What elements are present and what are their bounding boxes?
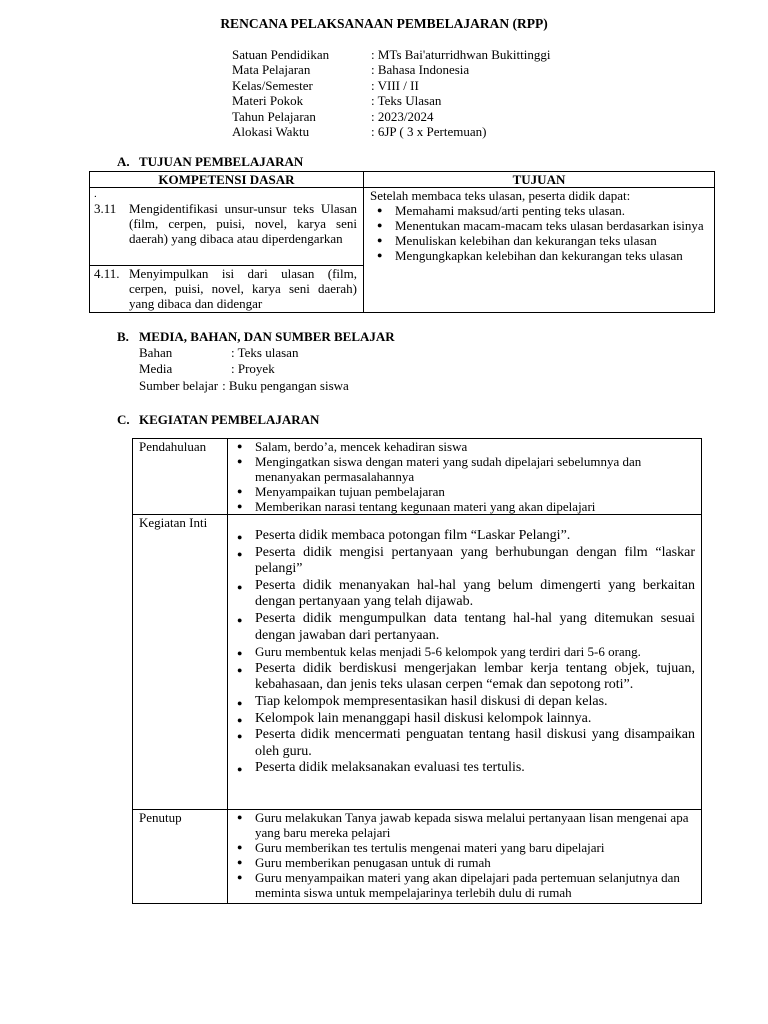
kd-item — [94, 266, 357, 311]
section-letter: A. — [117, 154, 130, 169]
kd-number: 3.11 — [94, 201, 117, 216]
list-item: ● Menyampaikan tujuan pembelajaran — [230, 484, 695, 499]
kd-cell-1 — [90, 188, 364, 266]
list-item: ● Guru membentuk kelas menjadi 5-6 kelompok yang terdiri dari 5-6 orang. — [230, 644, 695, 661]
kd-number: 4.11. — [94, 266, 120, 281]
tujuan-list — [370, 203, 708, 263]
list-item: ● Guru memberikan tes tertulis mengenai materi yang baru dipelajari — [230, 840, 695, 855]
identity-row-satuan — [232, 47, 550, 62]
penutup-cell — [228, 810, 702, 904]
media-row-media — [139, 361, 349, 377]
list-item: ● Menentukan macam-macam teks ulasan berdasarkan isinya — [370, 218, 708, 233]
list-item: ● Guru memberikan penugasan untuk di rumah — [230, 855, 695, 870]
identity-label: Satuan Pendidikan — [232, 47, 330, 62]
identity-value: : 6JP ( 3 x Pertemuan) — [371, 123, 487, 139]
list-item: ● Peserta didik mengumpulkan data tentang hal-hal yang ditemukan sesuai dengan jawaban dari pertanyaan. — [230, 611, 695, 644]
list-item: ● Guru melakukan Tanya jawab kepada siswa melalui pertanyaan lisan mengenai apa yang baru mereka pelajari — [230, 810, 695, 840]
section-title: KEGIATAN PEMBELAJARAN — [139, 412, 320, 427]
identity-row-materi — [232, 93, 550, 108]
section-letter: C. — [117, 412, 130, 427]
pendahuluan-cell — [228, 439, 702, 515]
identity-label: Alokasi Waktu — [232, 123, 310, 139]
media-value: : Teks ulasan — [231, 345, 299, 360]
section-title: TUJUAN PEMBELAJARAN — [139, 154, 304, 169]
media-value: : Buku pengangan siswa — [222, 377, 349, 393]
penutup-label: Penutup — [133, 810, 228, 904]
list-item: ● Peserta didik berdiskusi mengerjakan lembar kerja tentang objek, tujuan, kebahasaan, dan jenis teks ulasan cerpen “emak dan sepotong roti”. — [230, 661, 695, 694]
inti-cell — [228, 515, 702, 810]
inti-label: Kegiatan Inti — [133, 515, 228, 810]
kd-item — [94, 201, 357, 246]
section-title: MEDIA, BAHAN, DAN SUMBER BELAJAR — [139, 329, 395, 344]
identity-row-kelas — [232, 78, 550, 93]
kd-text: Mengidentifikasi unsur-unsur teks Ulasan (film, cerpen, puisi, novel, karya seni daerah) yang dibaca atau diperdengarkan — [129, 201, 357, 246]
identity-value: : MTs Bai'aturridhwan Bukittinggi — [371, 47, 551, 62]
list-item: ● Salam, berdo’a, mencek kehadiran siswa — [230, 439, 695, 454]
identity-label: Materi Pokok — [232, 93, 304, 109]
list-item: ● Peserta didik mengisi pertanyaan yang berhubungan dengan film “laskar pelangi” — [230, 545, 695, 578]
media-label: Media — [139, 361, 173, 377]
section-c-heading — [117, 412, 319, 427]
identity-label: Mata Pelajaran — [232, 62, 311, 78]
list-item: ● Menuliskan kelebihan dan kekurangan teks ulasan — [370, 233, 708, 248]
media-label: Bahan — [139, 345, 173, 360]
tujuan-cell — [364, 188, 715, 313]
identity-row-tahun — [232, 109, 550, 124]
penutup-list — [230, 810, 695, 900]
kegiatan-table — [132, 438, 702, 904]
kd-text: Menyimpulkan isi dari ulasan (film, cerpen, puisi, novel, karya seni daerah) yang dibaca dan didengar — [129, 266, 357, 311]
list-item: ● Peserta didik menanyakan hal-hal yang belum dimengerti yang berkaitan dengan pertanyaan yang telah dijawab. — [230, 578, 695, 611]
inti-list — [230, 528, 695, 777]
list-item: ● Mengungkapkan kelebihan dan kekurangan teks ulasan — [370, 248, 708, 263]
tujuan-table — [89, 171, 715, 313]
kd-cell-2 — [90, 266, 364, 313]
list-item: ● Mengingatkan siswa dengan materi yang sudah dipelajari sebelumnya dan menanyakan permasalahannya — [230, 454, 695, 484]
identity-block — [232, 47, 550, 139]
list-item: ● Memahami maksud/arti penting teks ulasan. — [370, 203, 708, 218]
pendahuluan-list — [230, 439, 695, 514]
list-item: ● Guru menyampaikan materi yang akan dipelajari pada pertemuan selanjutnya dan meminta siswa untuk mempelajarinya terlebih dulu di rumah — [230, 870, 695, 900]
section-b-heading — [117, 329, 395, 344]
tujuan-intro: Setelah membaca teks ulasan, peserta didik dapat: — [370, 188, 631, 203]
kd-dot: . — [94, 188, 97, 200]
media-block — [139, 345, 349, 394]
identity-value: : Teks Ulasan — [371, 93, 442, 109]
identity-label: Kelas/Semester — [232, 77, 313, 93]
identity-value: : Bahasa Indonesia — [371, 62, 470, 78]
list-item: ● Peserta didik mencermati penguatan tentang hasil diskusi yang disampaikan oleh guru. — [230, 727, 695, 760]
identity-value: : VIII / II — [371, 77, 419, 93]
tujuan-column-header: TUJUAN — [364, 172, 715, 188]
pendahuluan-label: Pendahuluan — [133, 439, 228, 515]
section-a-heading — [117, 154, 303, 169]
media-value: : Proyek — [231, 361, 275, 377]
identity-row-mapel — [232, 62, 550, 77]
kd-column-header: KOMPETENSI DASAR — [90, 172, 364, 188]
list-item: ● Peserta didik melaksanakan evaluasi tes tertulis. — [230, 760, 695, 777]
section-letter: B. — [117, 329, 129, 344]
list-item: ● Peserta didik membaca potongan film “Laskar Pelangi”. — [230, 528, 695, 545]
identity-label: Tahun Pelajaran — [232, 108, 316, 124]
page-title: RENCANA PELAKSANAAN PEMBELAJARAN (RPP) — [220, 16, 548, 31]
identity-row-alokasi — [232, 124, 550, 139]
media-row-sumber — [139, 378, 349, 394]
identity-value: : 2023/2024 — [371, 108, 434, 124]
list-item: ● Kelompok lain menanggapi hasil diskusi kelompok lainnya. — [230, 711, 695, 728]
media-row-bahan — [139, 345, 349, 361]
list-item: ● Memberikan narasi tentang kegunaan materi yang akan dipelajari — [230, 499, 695, 514]
media-label: Sumber belajar — [139, 377, 219, 393]
list-item: ● Tiap kelompok mempresentasikan hasil diskusi di depan kelas. — [230, 694, 695, 711]
